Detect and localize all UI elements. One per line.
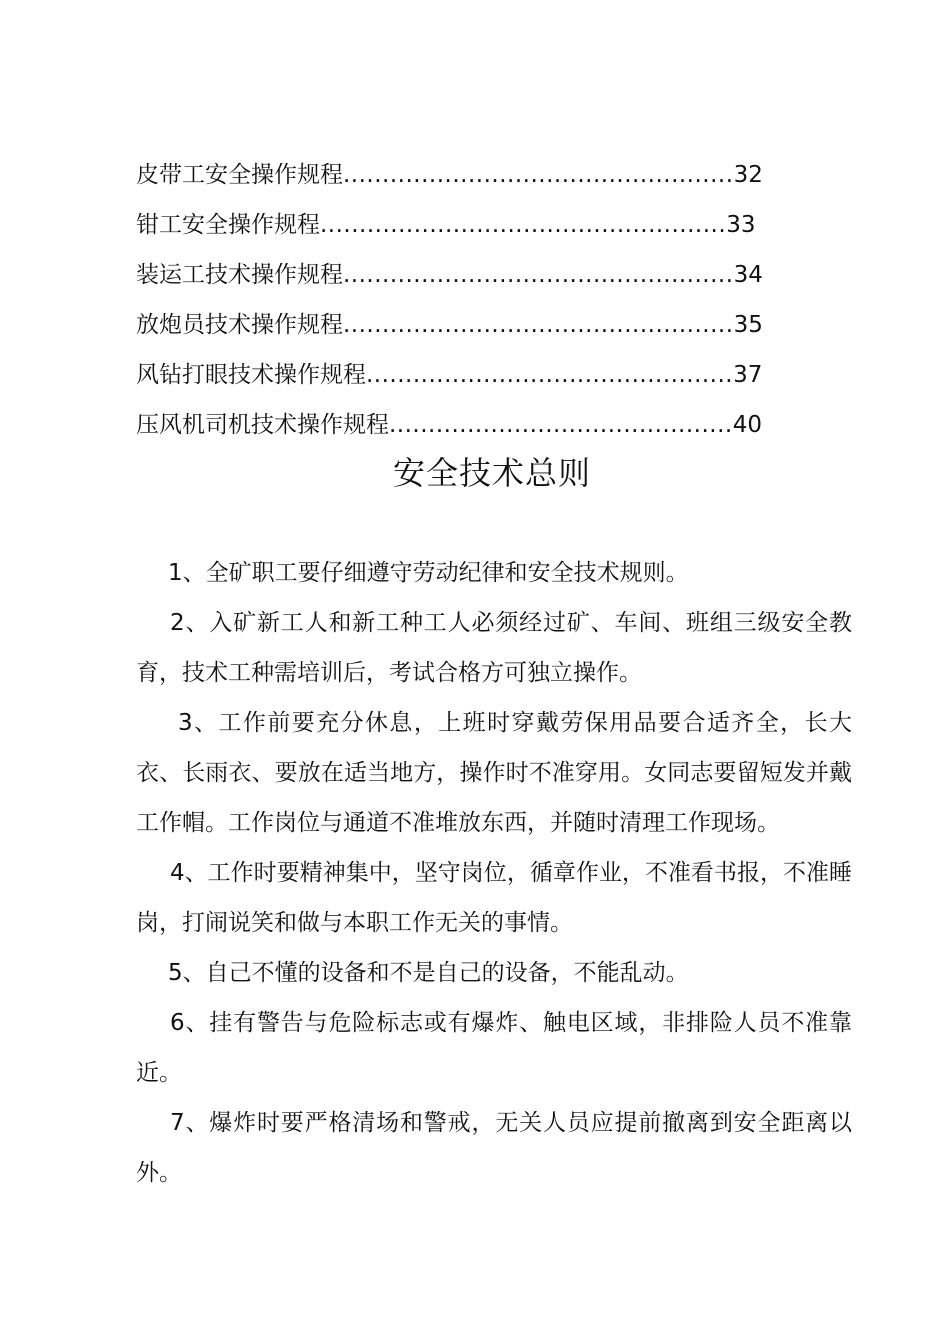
toc-entry[interactable] <box>136 255 776 305</box>
toc-entry-leader: .................................................. <box>343 312 734 338</box>
rules-body <box>136 548 852 1198</box>
toc-entry-title: 风钻打眼技术操作规程 <box>136 362 366 388</box>
rule-paragraph: 1、全矿职工要仔细遵守劳动纪律和安全技术规则。 <box>168 560 689 586</box>
toc-entry-page: 32 <box>733 162 763 188</box>
toc-entry-page: 35 <box>733 312 763 338</box>
toc-entry[interactable] <box>136 305 776 355</box>
rule-paragraph: 7、爆炸时要严格清场和警戒，无关人员应提前撤离到安全距离以外。 <box>136 1110 852 1186</box>
toc-entry[interactable] <box>136 205 776 255</box>
toc-entry-title: 装运工技术操作规程 <box>136 262 343 288</box>
toc-entry-title: 压风机司机技术操作规程 <box>136 412 389 438</box>
toc-entry-title: 皮带工安全操作规程 <box>136 162 343 188</box>
toc-entry[interactable] <box>136 355 776 405</box>
toc-entry-leader: ............................................ <box>389 412 733 438</box>
toc-entry-page: 37 <box>733 362 763 388</box>
toc-entry[interactable] <box>136 155 776 205</box>
toc-entry-page: 33 <box>726 212 756 238</box>
toc-entry-leader: .................................................. <box>343 262 734 288</box>
rule-paragraph: 5、自己不懂的设备和不是自己的设备，不能乱动。 <box>168 960 689 986</box>
toc-entry-title: 放炮员技术操作规程 <box>136 312 343 338</box>
rule-paragraph: 2、入矿新工人和新工种工人必须经过矿、车间、班组三级安全教育，技术工种需培训后，考试合格方可独立操作。 <box>136 610 852 686</box>
toc-entry-leader: ............................................... <box>366 362 734 388</box>
toc-entry-title: 钳工安全操作规程 <box>136 212 320 238</box>
rule-paragraph: 3、工作前要充分休息，上班时穿戴劳保用品要合适齐全，长大衣、长雨衣、要放在适当地方，操作时不准穿用。女同志要留短发并戴工作帽。工作岗位与通道不准堆放东西，并随时清理工作现场。 <box>136 710 852 836</box>
table-of-contents <box>136 155 776 455</box>
section-heading: 安全技术总则 <box>392 454 591 492</box>
toc-entry-page: 40 <box>732 412 762 438</box>
toc-entry-leader: .................................................. <box>343 162 734 188</box>
rule-paragraph: 4、工作时要精神集中，坚守岗位，循章作业，不准看书报，不准睡岗，打闹说笑和做与本职工作无关的事情。 <box>136 860 852 936</box>
rule-paragraph: 6、挂有警告与危险标志或有爆炸、触电区域，非排险人员不准靠近。 <box>136 1010 852 1086</box>
toc-entry-page: 34 <box>733 262 763 288</box>
toc-entry-leader: .................................................... <box>320 212 727 238</box>
